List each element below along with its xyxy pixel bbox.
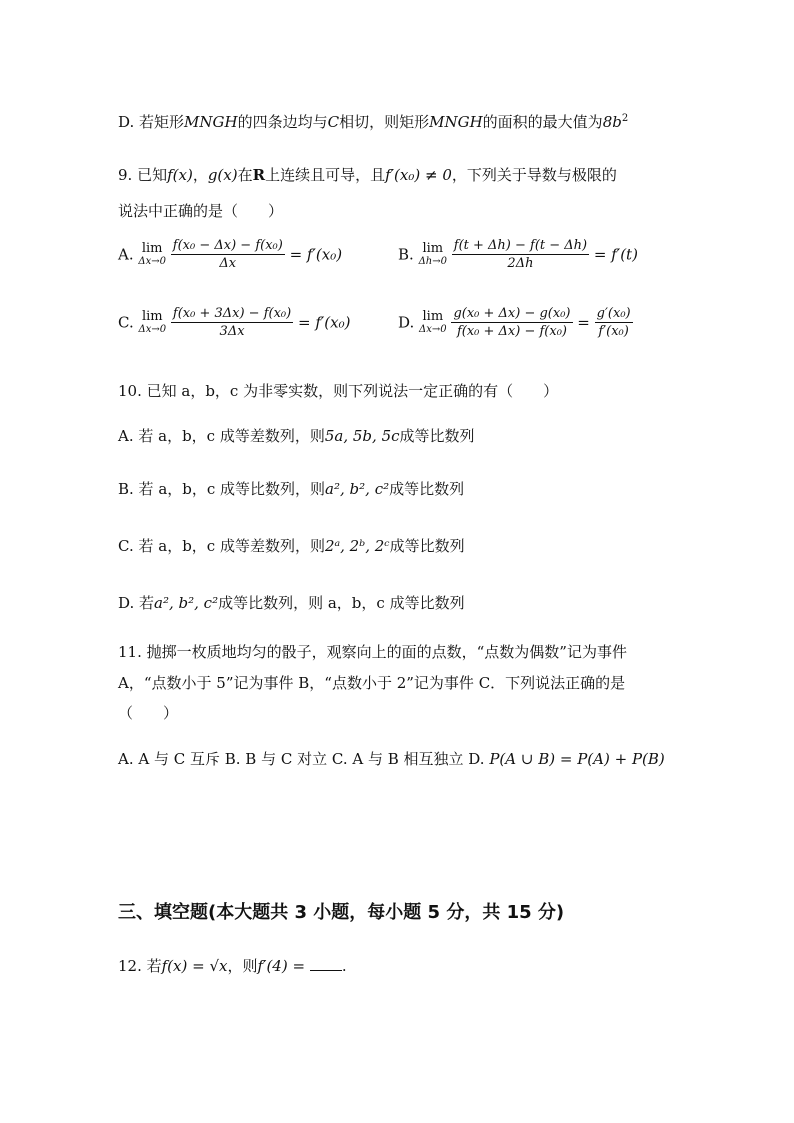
q10-stem: 10. 已知 a，b，c 为非零实数，则下列说法一定正确的有（ ） <box>118 382 559 400</box>
q9-stem-c: 上连续且可导，且 <box>265 166 386 184</box>
lim-subscript: Δh→0 <box>418 255 447 267</box>
lim-word: lim <box>422 308 444 324</box>
q9-c-fraction <box>171 306 293 339</box>
q8-max-value: 8b <box>602 113 622 131</box>
q9-stem-a: 9. 已知 <box>118 166 168 184</box>
fraction-denominator: f′(x₀) <box>598 324 629 339</box>
fraction-denominator: Δx <box>219 256 237 271</box>
q9-option-a <box>118 238 342 271</box>
q9-a-rhs: = f′(x₀) <box>289 245 343 264</box>
q10-b-math: a², b², c² <box>325 480 390 498</box>
q9-c-label: C. <box>118 313 134 332</box>
q9-gx: g(x) <box>207 166 238 184</box>
fraction-numerator: f(t + Δh) − f(t − Δh) <box>453 238 588 253</box>
q9-condition: f′(x₀) ≠ 0 <box>385 166 452 184</box>
q9-comma: ， <box>192 166 208 184</box>
q10-a-pre: A. 若 a，b，c 成等差数列，则 <box>118 427 325 445</box>
q10-option-d <box>118 592 465 614</box>
lim-subscript: Δx→0 <box>138 323 167 335</box>
q8-rect-name-2: MNGH <box>429 113 483 131</box>
q9-b-rhs: = f′(t) <box>593 245 638 264</box>
lim-word: lim <box>422 240 444 256</box>
q9-real-set: R <box>252 166 266 184</box>
lim-word: lim <box>141 308 163 324</box>
q9-option-b <box>398 238 638 271</box>
q9-d-label: D. <box>398 313 415 332</box>
q8-optd-mid: 的四条边均与 <box>237 113 328 131</box>
q9-a-fraction <box>171 238 285 271</box>
q11-stem-line1: 11. 抛掷一枚质地均匀的骰子，观察向上的面的点数，“点数为偶数”记为事件 <box>118 643 627 661</box>
q9-d-fraction <box>451 306 572 339</box>
q9-option-c <box>118 306 350 339</box>
fraction-numerator: g(x₀ + Δx) − g(x₀) <box>453 306 571 321</box>
q10-d-math: a², b², c² <box>154 594 219 612</box>
q9-b-fraction <box>452 238 589 271</box>
lim-subscript: Δx→0 <box>138 255 166 267</box>
q12-pre: 12. 若 <box>118 957 162 975</box>
fraction-numerator: f(x₀ + 3Δx) − f(x₀) <box>172 306 292 321</box>
fraction-numerator: g′(x₀) <box>596 306 631 321</box>
q9-fx: f(x) <box>167 166 193 184</box>
q8-optd-end: 的面积的最大值为 <box>482 113 603 131</box>
q10-c-pre: C. 若 a，b，c 成等差数列，则 <box>118 537 325 555</box>
lim-word: lim <box>141 240 163 256</box>
q10-c-math: 2ᵃ, 2ᵇ, 2ᶜ <box>324 537 390 555</box>
q11-d-math: P(A ∪ B) = P(A) + P(B) <box>489 750 665 768</box>
q8-optd-mid2: 相切，则矩形 <box>339 113 430 131</box>
q9-b-limit <box>419 242 447 268</box>
q9-c-rhs: = f′(x₀) <box>297 313 351 332</box>
q9-c-limit <box>139 310 167 336</box>
q11-options <box>118 748 665 770</box>
fraction-denominator: f(x₀ + Δx) − f(x₀) <box>456 324 567 339</box>
q10-option-c <box>118 535 465 557</box>
q11-stem-line3: （ ） <box>118 704 179 722</box>
q9-stem-b: 在 <box>237 166 253 184</box>
q9-a-limit <box>138 242 166 268</box>
q10-d-post: 成等比数列，则 a，b，c 成等比数列 <box>218 594 465 612</box>
q12-mid: ，则 <box>227 957 258 975</box>
q9-stem-line1 <box>118 164 617 186</box>
q9-d-limit <box>419 310 447 336</box>
section-3-heading: 三、填空题(本大题共 3 小题，每小题 5 分，共 15 分) <box>118 902 565 923</box>
q9-stem-d: ，下列关于导数与极限的 <box>451 166 617 184</box>
answer-blank[interactable] <box>310 970 342 971</box>
fraction-denominator: 3Δx <box>219 324 245 339</box>
q10-b-post: 成等比数列 <box>389 480 465 498</box>
q10-option-a <box>118 425 475 447</box>
q10-b-pre: B. 若 a，b，c 成等比数列，则 <box>118 480 326 498</box>
q12-derivative: f′(4) = <box>257 957 306 975</box>
q10-d-pre: D. 若 <box>118 594 155 612</box>
q9-stem-line2: 说法中正确的是（ ） <box>118 202 284 220</box>
q12-function: f(x) = √x <box>161 957 228 975</box>
q9-d-equals: = <box>577 313 590 332</box>
fraction-denominator: 2Δh <box>507 256 534 271</box>
q11-options-text: A. A 与 C 互斥 B. B 与 C 对立 C. A 与 B 相互独立 D. <box>118 750 485 768</box>
q10-c-post: 成等比数列 <box>389 537 465 555</box>
lim-subscript: Δx→0 <box>419 323 447 335</box>
fraction-numerator: f(x₀ − Δx) − f(x₀) <box>172 238 283 253</box>
q8-optd-prefix: D. 若矩形 <box>118 113 185 131</box>
q10-a-post: 成等比数列 <box>399 427 475 445</box>
q10-a-math: 5a, 5b, 5c <box>324 427 400 445</box>
q8-curve-c: C <box>327 113 340 131</box>
q9-option-d <box>398 306 633 339</box>
q10-option-b <box>118 478 464 500</box>
q12 <box>118 955 347 977</box>
q9-a-label: A. <box>118 245 134 264</box>
q12-end: . <box>341 957 347 975</box>
q8-max-exp: 2 <box>621 113 629 124</box>
q11-stem-line2: A，“点数小于 5”记为事件 B，“点数小于 2”记为事件 C．下列说法正确的是 <box>118 674 626 692</box>
q8-rect-name: MNGH <box>184 113 238 131</box>
q8-option-d <box>118 108 628 133</box>
q9-b-label: B. <box>398 245 414 264</box>
q9-d-rhs-fraction <box>595 306 633 339</box>
